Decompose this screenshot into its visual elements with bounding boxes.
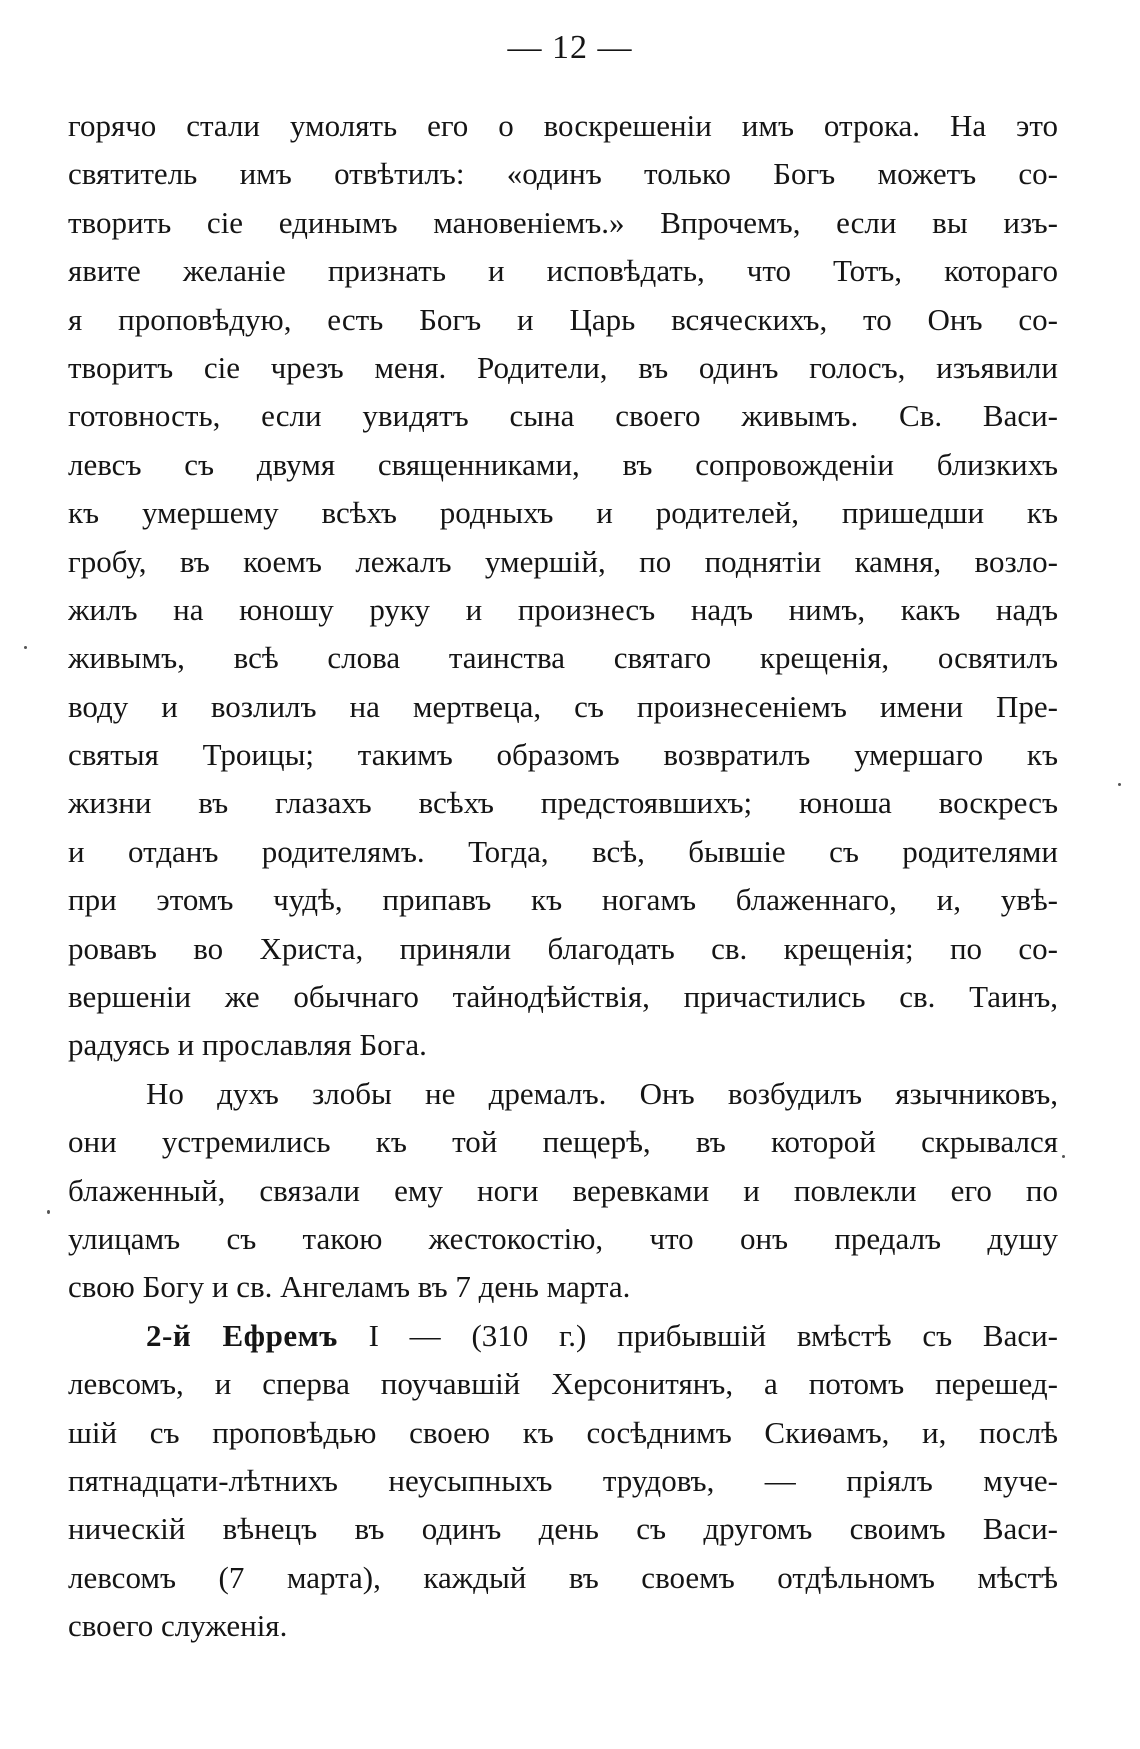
body-text	[68, 102, 1058, 1651]
scan-speck	[1062, 1155, 1065, 1158]
text-line: Но духъ злобы не дремалъ. Онъ возбудилъ язычниковъ,	[146, 1075, 1058, 1111]
text-line: жилъ на юношу руку и произнесъ надъ нимъ, какъ надъ	[68, 591, 1058, 627]
text-line: радуясь и прославляя Бога.	[68, 1027, 427, 1063]
text-line: левсомъ, и сперва поучавшій Херсонитянъ, а потомъ перешед-	[68, 1366, 1058, 1402]
text-line: шій съ проповѣдью своею къ сосѣднимъ Скиѳамъ, и, послѣ	[68, 1414, 1058, 1450]
text-line: жизни въ глазахъ всѣхъ предстоявшихъ; юноша воскресъ	[68, 785, 1058, 821]
paragraph	[68, 1070, 1058, 1312]
text-line: свою Богу и св. Ангеламъ въ 7 день марта.	[68, 1269, 631, 1305]
text-line: блаженный, связали ему ноги веревками и повлекли его по	[68, 1172, 1058, 1208]
text-line: явите желаніе признать и исповѣдать, что Тотъ, котораго	[68, 253, 1058, 289]
text-line: святыя Троицы; такимъ образомъ возвратилъ умершаго къ	[68, 737, 1058, 773]
text-line: вершеніи же обычнаго тайнодѣйствія, причастились св. Таинъ,	[68, 979, 1058, 1015]
scan-speck	[1118, 783, 1121, 786]
heading-paragraph	[68, 1312, 1058, 1651]
text-line: живымъ, всѣ слова таинства святаго крещенія, освятилъ	[68, 640, 1058, 676]
scan-speck	[47, 1210, 50, 1214]
text-line: ническій вѣнецъ въ одинъ день съ другомъ своимъ Васи-	[68, 1511, 1058, 1547]
text-line: левсъ съ двумя священниками, въ сопровожденіи близкихъ	[68, 446, 1058, 482]
text-line: воду и возлилъ на мертвеца, съ произнесеніемъ имени Пре-	[68, 688, 1058, 724]
text-line: готовность, если увидятъ сына своего живымъ. Св. Васи-	[68, 398, 1058, 434]
text-line: я проповѣдую, есть Богъ и Царь всяческихъ, то Онъ со-	[68, 301, 1058, 337]
text-line: къ умершему всѣхъ родныхъ и родителей, пришедши къ	[68, 495, 1058, 531]
text-line: и отданъ родителямъ. Тогда, всѣ, бывшіе съ родителями	[68, 833, 1058, 869]
text-line: левсомъ (7 марта), каждый въ своемъ отдѣльномъ мѣстѣ	[68, 1559, 1058, 1595]
text-line: святитель имъ отвѣтилъ: «одинъ только Богъ можетъ со-	[68, 156, 1058, 192]
paragraph-container	[68, 102, 1058, 1312]
heading-first-line-text: — (310 г.) прибывшій вмѣстѣ съ Васи-	[378, 1317, 1058, 1353]
page-number: — 12 —	[507, 29, 633, 66]
text-line: они устремились къ той пещерѣ, въ которой скрывался	[68, 1124, 1058, 1160]
text-line: своего служенія.	[68, 1608, 288, 1644]
text-line: улицамъ съ такою жестокостію, что онъ предалъ душу	[68, 1220, 1058, 1256]
text-line: творить сіе единымъ мановеніемъ.» Впрочемъ, если вы изъ-	[68, 204, 1058, 240]
section-heading-name: 2-й Ефремъ	[146, 1317, 338, 1353]
heading-lines	[68, 1360, 1058, 1650]
text-line: творитъ сіе чрезъ меня. Родители, въ одинъ голосъ, изъявили	[68, 349, 1058, 385]
heading-first-line	[68, 1312, 1058, 1360]
text-line: горячо стали умолять его о воскрешеніи имъ отрока. На это	[68, 108, 1058, 143]
text-line: при этомъ чудѣ, припавъ къ ногамъ блаженнаго, и, увѣ-	[68, 882, 1058, 918]
text-line: гробу, въ коемъ лежалъ умершій, по поднятіи камня, возло-	[68, 543, 1058, 579]
text-line: ровавъ во Христа, приняли благодать св. крещенія; по со-	[68, 930, 1058, 966]
paragraph	[68, 102, 1058, 1070]
scan-speck	[24, 646, 27, 649]
section-mark: I	[368, 1317, 379, 1353]
text-line: пятнадцати-лѣтнихъ неусыпныхъ трудовъ, — пріялъ муче-	[68, 1462, 1058, 1498]
